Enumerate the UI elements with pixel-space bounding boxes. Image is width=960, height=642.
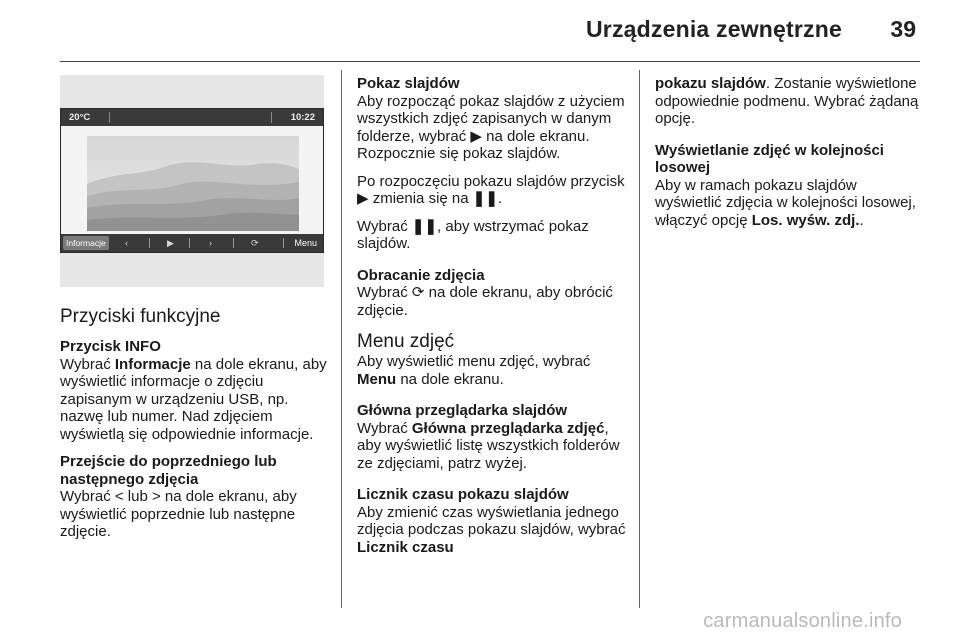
- pause-icon: ❚❚: [472, 190, 498, 207]
- landscape-photo-icon: [87, 136, 299, 231]
- text: .: [497, 190, 503, 207]
- bar-separator: [233, 238, 234, 248]
- text: na dole ekranu, aby wyświetlić informacje o zdjęciu zapisanym w urządzeniu USB, np. nazwę lub numer. Nad zdjęciem wyświetlą się odpowiednie informacje.: [60, 355, 327, 443]
- informacje-button[interactable]: Informacje: [63, 236, 109, 250]
- text: na dole ekranu. Rozpocznie się pokaz slajdów.: [357, 127, 590, 162]
- paragraph-timer-continued: [655, 75, 920, 128]
- paragraph-timer: [357, 486, 629, 556]
- subheading-rotate: Obracanie zdjęcia: [357, 266, 485, 284]
- play-icon[interactable]: ▶: [167, 238, 174, 248]
- play-icon: ▶: [357, 190, 369, 207]
- text: Aby wyświetlić menu zdjęć, wybrać: [357, 353, 591, 370]
- next-icon[interactable]: ›: [209, 238, 212, 248]
- text: . Zostanie wyświetlone odpowiednie podmenu. Wybrać żądaną opcję.: [655, 75, 919, 127]
- subheading-info-button: Przycisk INFO: [60, 338, 161, 355]
- screen-temperature: 20°C: [69, 112, 91, 123]
- text: Po rozpoczęciu pokazu slajdów przycisk: [357, 172, 625, 190]
- text: .: [859, 211, 864, 229]
- text: Aby zmienić czas wyświetlania jednego zdjęcia podczas pokazu slajdów, wybrać: [357, 503, 626, 538]
- previous-icon[interactable]: ‹: [125, 238, 128, 248]
- paragraph-menu: [357, 353, 629, 388]
- greater-than-icon: >: [152, 488, 161, 505]
- bold-term: pokazu slajdów: [655, 75, 766, 92]
- rotate-icon: ⟳: [411, 284, 425, 301]
- text: Wybrać: [357, 217, 412, 235]
- watermark: carmanualsonline.info: [703, 610, 902, 632]
- column-divider: [639, 70, 640, 608]
- status-separator: [271, 112, 272, 123]
- bold-term: Licznik czasu: [357, 538, 454, 556]
- less-than-icon: <: [114, 488, 124, 505]
- text: na dole ekranu, aby obrócić zdjęcie.: [357, 284, 613, 319]
- section-heading-function-buttons: Przyciski funkcyjne: [60, 306, 221, 327]
- text: Aby w ramach pokazu slajdów wyświetlić zdjęcia w kolejności losowej, włączyć opcję: [655, 176, 916, 229]
- text: Wybrać: [357, 419, 412, 437]
- paragraph-slideshow: [357, 75, 629, 163]
- text: Aby rozpocząć pokaz slajdów z użyciem wszystkich zdjęć zapisanych w danym folderze, wybrać: [357, 92, 625, 145]
- text: Wybrać: [60, 488, 115, 505]
- page-header-title: Urządzenia zewnętrzne: [586, 16, 842, 42]
- status-separator: [109, 112, 110, 123]
- text: zmienia się na: [368, 190, 473, 207]
- text: Wybrać: [60, 355, 115, 373]
- bold-term: Menu: [357, 370, 397, 388]
- paragraph-random: [655, 142, 920, 230]
- pause-icon: ❚❚: [411, 217, 438, 235]
- text: Wybrać: [357, 284, 412, 301]
- photo-preview: [87, 136, 299, 231]
- text: , aby wyświetlić listę wszystkich folderów ze zdjęciami, patrz wyżej.: [357, 419, 620, 472]
- section-heading-photo-menu: Menu zdjęć: [357, 331, 455, 352]
- text: , aby wstrzymać pokaz slajdów.: [357, 217, 589, 252]
- bar-separator: [189, 238, 190, 248]
- paragraph-after-start: [357, 173, 629, 208]
- menu-button[interactable]: Menu: [294, 238, 317, 248]
- bar-separator: [149, 238, 150, 248]
- bar-separator: [283, 238, 284, 248]
- paragraph-prev-next: [60, 453, 328, 541]
- bold-term: Główna przeglądarka zdjęć: [411, 419, 605, 437]
- bold-term: Informacje: [114, 355, 191, 373]
- subheading-random: Wyświetlanie zdjęć w kolejności losowej: [655, 141, 884, 176]
- subheading-browser: Główna przeglądarka slajdów: [357, 402, 568, 419]
- paragraph-info: [60, 338, 328, 443]
- screen-time: 10:22: [290, 112, 315, 123]
- subheading-prev-next: Przejście do poprzedniego lub następnego zdjęcia: [60, 453, 277, 488]
- column-divider: [341, 70, 342, 608]
- paragraph-browser: [357, 402, 629, 472]
- column-2: [357, 75, 629, 566]
- screen-illustration: [60, 108, 324, 253]
- column-1: [60, 306, 328, 551]
- subheading-slideshow: Pokaz slajdów: [357, 75, 460, 92]
- rotate-icon[interactable]: ⟳: [251, 238, 259, 248]
- paragraph-pause: [357, 218, 629, 253]
- screen-bottom-bar: [61, 234, 323, 252]
- screen-status-bar: [61, 109, 323, 126]
- paragraph-rotate: [357, 267, 629, 320]
- column-3: [655, 75, 920, 239]
- subheading-timer: Licznik czasu pokazu slajdów: [357, 486, 569, 503]
- text: na dole ekranu.: [396, 370, 504, 388]
- header-divider: [60, 61, 920, 62]
- play-icon: ▶: [470, 127, 482, 145]
- page-number: 39: [890, 16, 916, 42]
- bold-term: Los. wyśw. zdj.: [751, 211, 860, 229]
- text: lub: [123, 488, 152, 505]
- text: na dole ekranu, aby wyświetlić poprzednie lub następne zdjęcie.: [60, 488, 297, 540]
